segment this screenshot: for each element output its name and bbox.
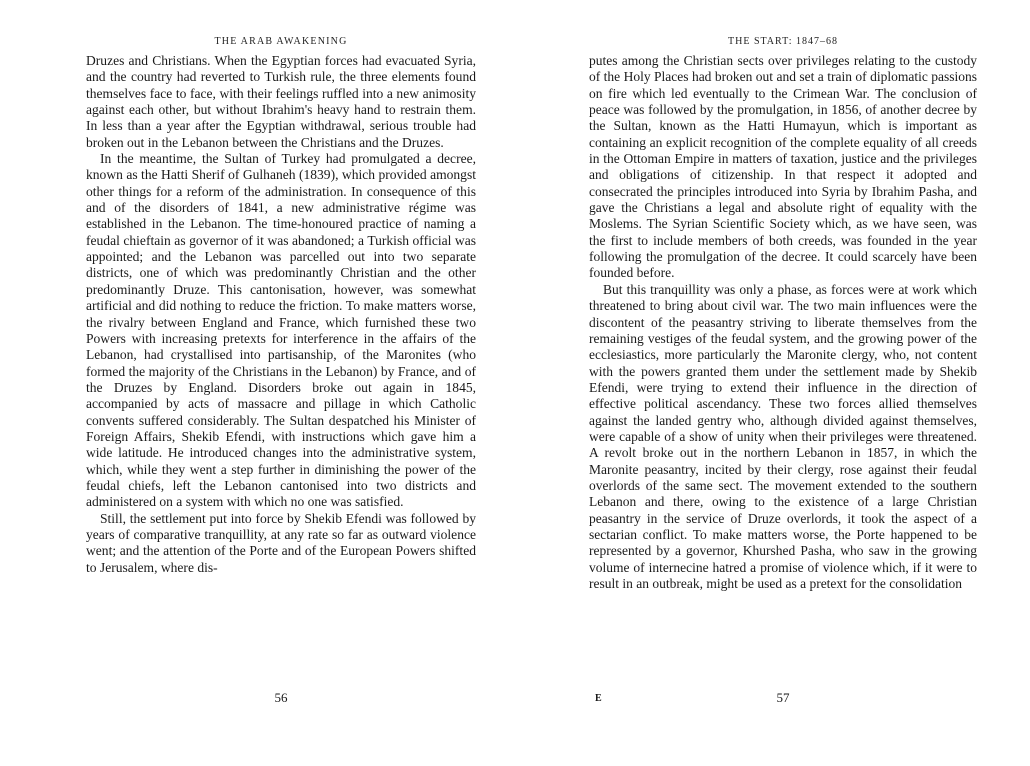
page-number-left: 56 [274,690,288,705]
paragraph: Druzes and Christians. When the Egyptian forces had evacuated Syria, and the country had reverted to Turkish rule, the three elements found themselves face to face, with their feelings ruffled into a new animosity against each other, but without Ibrahim's heavy hand to restrain them. In less than a year after the Egyptian withdrawal, serious trouble had broken out in the Lebanon between the Christians and the Druzes. [86,53,476,150]
running-head-left: THE ARAB AWAKENING [214,36,348,47]
left-page-body [86,53,476,576]
paragraph: In the meantime, the Sultan of Turkey had promulgated a decree, known as the Hatti Sherif of Gulhaneh (1839), which provided amongst other things for a reform of the administration. In consequence of this and of the disorders of 1841, a new administrative régime was established in the Lebanon. The time-honoured practice of naming a feudal chieftain as governor of it was abandoned; a Turkish official was appointed; and the Lebanon was parcelled out into two separate districts, one of which was predominantly Christian and the other predominantly Druze. This cantonisation, however, was somewhat artificial and did nothing to reduce the friction. To make matters worse, the rivalry between England and France, which furnished these two Powers with increasing pretexts for interference in the affairs of the Lebanon, had crystallised into partisanship, of the Maronites (who formed the majority of the Christians in the Lebanon) by France, and of the Druzes by England. Disorders broke out again in 1845, accompanied by acts of massacre and pillage in which Catholic convents suffered considerably. The Sultan despatched his Minister of Foreign Affairs, Shekib Efendi, with instructions which gave him a wide latitude. He introduced changes into the administrative system, which, while they went a step further in diminishing the power of the feudal chiefs, left the Lebanon cantonised into two districts and administered on a system with which no one was satisfied. [86,151,476,510]
paragraph: putes among the Christian sects over privileges relating to the custody of the Holy Places had broken out and set a train of diplomatic passions on fire which led eventually to the Crimean War. The conclusion of peace was followed by the promulgation, in 1856, of another decree by the Sultan, known as the Hatti Humayun, which is important as containing an explicit recognition of the complete equality of all creeds in the Ottoman Empire in matters of taxation, justice and the privileges and obligations of citizenship. In that respect it adopted and consecrated the principles introduced into Syria by Ibrahim Pasha, and gave the Christians a legal and absolute right of equality with the Moslems. The Syrian Scientific Society which, as we have seen, was the first to include members of both creeds, was founded in the year following the promulgation of the decree. It could scarcely have been founded before. [589,53,977,281]
right-page [589,0,977,766]
paragraph: Still, the settlement put into force by Shekib Efendi was followed by years of comparative tranquillity, at any rate so far as outward violence went; and the attention of the Porte and of the European Powers shifted to Jerusalem, where dis- [86,510,476,575]
running-head-right: THE START: 1847–68 [728,36,838,47]
signature-mark: E [595,693,602,704]
right-page-body [589,53,977,592]
paragraph: But this tranquillity was only a phase, as forces were at work which threatened to bring about civil war. The two main influences were the discontent of the peasantry striving to liberate themselves from the remaining vestiges of the feudal system, and the growing power of the ecclesiastics, more particularly the Maronite clergy, who, not content with the powers granted them under the settlement made by Shekib Efendi, were trying to extend their influence in the direction of effective political ascendancy. These two forces allied themselves against the landed gentry who, although divided against themselves, were capable of a show of unity when their privileges were threatened. A revolt broke out in the northern Lebanon in 1857, in which the Maronite peasantry, incited by their clergy, rose against their feudal overlords of the same sect. The movement extended to the southern Lebanon and there, owing to the existence of a large Christian peasantry in the service of Druze overlords, it took the aspect of a sectarian conflict. To make matters worse, the Porte happened to be represented by a governor, Khurshed Pasha, who saw in the growing volume of internecine hatred a promise of violence which, if it were to result in an outbreak, might be used as a pretext for the consolidation [589,281,977,591]
page-number-right: 57 [776,690,790,705]
left-page [86,0,476,766]
